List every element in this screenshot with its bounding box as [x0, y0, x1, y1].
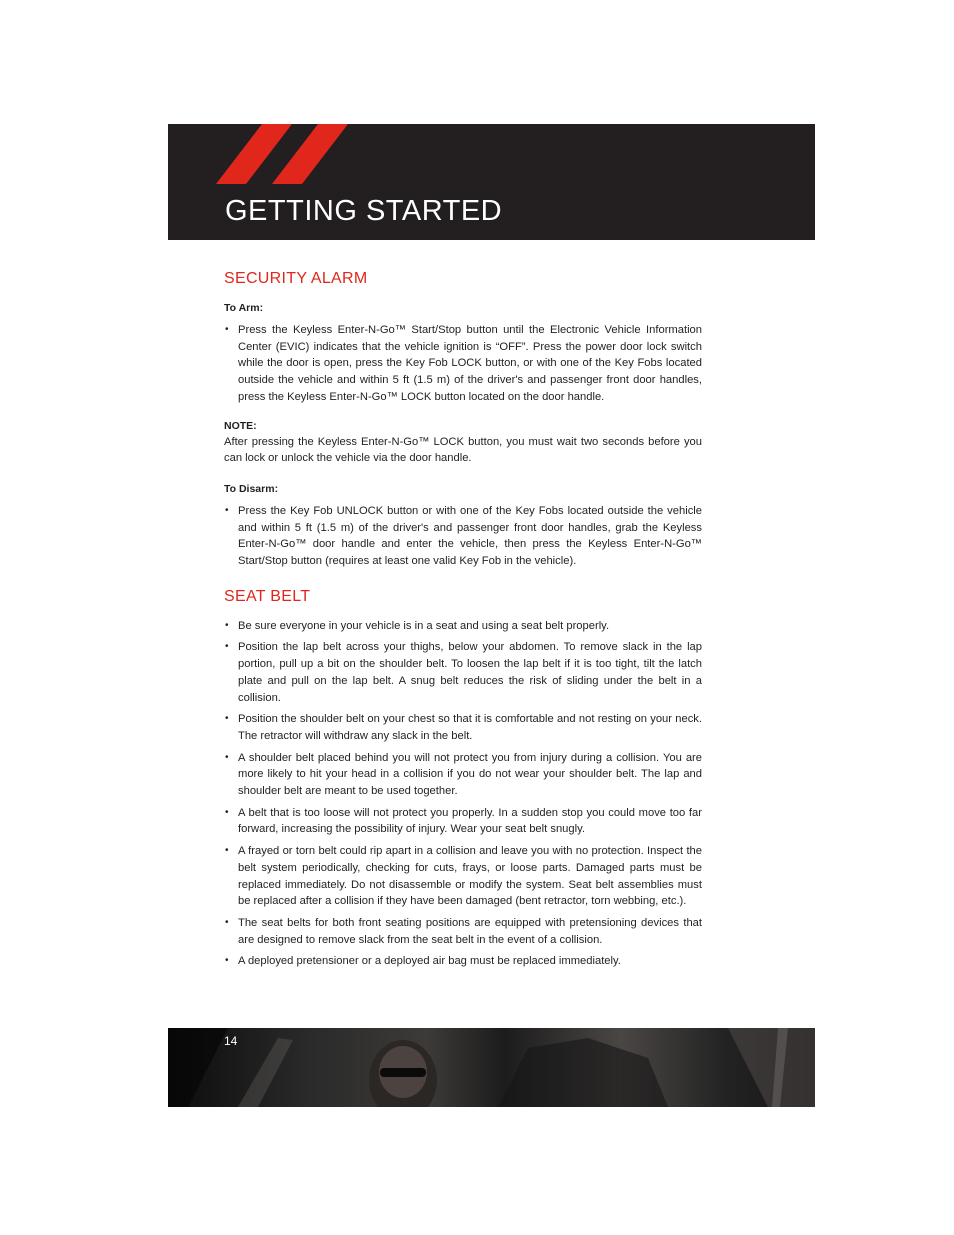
seat-belt-heading: SEAT BELT — [224, 587, 311, 605]
page-number: 14 — [224, 1034, 238, 1048]
list-item: • Press the Keyless Enter-N-Go™ Start/Stop button until the Electronic Vehicle Information Center (EVIC) indicates that the vehicle ignition is “OFF”. Press the power door lock switch while the door is open, press the Key Fob LOCK button, or with one of the Key Fobs located outside the vehicle and within 5 ft (1.5 m) of the driver's and passenger front door handles, press the Keyless Enter-N-Go™ LOCK button located on the door handle. — [224, 322, 702, 406]
note-label: NOTE: — [224, 419, 257, 432]
list-item: • A deployed pretensioner or a deployed air bag must be replaced immediately. — [224, 953, 702, 970]
security-alarm-section — [224, 268, 702, 570]
page-footer — [168, 1028, 815, 1107]
list-item: • Position the shoulder belt on your chest so that it is comfortable and not resting on your neck. The retractor will withdraw any slack in the belt. — [224, 711, 702, 744]
brand-stripes-logo — [168, 124, 428, 186]
list-item: • Be sure everyone in your vehicle is in a seat and using a seat belt properly. — [224, 618, 702, 635]
to-arm-list — [224, 322, 702, 406]
note-text: After pressing the Keyless Enter-N-Go™ LOCK button, you must wait two seconds before you can lock or unlock the vehicle via the door handle. — [224, 435, 702, 465]
list-item: • The seat belts for both front seating positions are equipped with pretensioning devices that are designed to remove slack from the seat belt in the event of a collision. — [224, 915, 702, 948]
page-content — [224, 268, 702, 978]
to-disarm-label: To Disarm: — [224, 482, 279, 495]
page-header — [168, 124, 815, 240]
to-disarm-list — [224, 503, 702, 570]
page-title: GETTING STARTED — [225, 195, 503, 227]
security-alarm-heading: SECURITY ALARM — [224, 270, 368, 287]
list-item: • Press the Key Fob UNLOCK button or with one of the Key Fobs located outside the vehicle and within 5 ft (1.5 m) of the driver's and passenger front door handles, grab the Keyless Enter-N-Go™ door handle and enter the vehicle, then press the Keyless Enter-N-Go™ Start/Stop button (requires at least one valid Key Fob in the vehicle). — [224, 503, 702, 570]
list-item: • A belt that is too loose will not protect you properly. In a sudden stop you could move too far forward, increasing the possibility of injury. Wear your seat belt snugly. — [224, 805, 702, 838]
driver-photo — [168, 1028, 815, 1107]
seat-belt-list — [224, 618, 702, 970]
seat-belt-section — [224, 586, 702, 970]
list-item: • Position the lap belt across your thighs, below your abdomen. To remove slack in the lap portion, pull up a bit on the shoulder belt. To loosen the lap belt if it is too tight, tilt the latch plate and pull on the lap belt. A snug belt reduces the risk of sliding under the belt in a collision. — [224, 639, 702, 706]
list-item: • A frayed or torn belt could rip apart in a collision and leave you with no protection. Inspect the belt system periodically, checking for cuts, frays, or loose parts. Damaged parts must be replaced immediately. Do not disassemble or modify the system. Seat belt assemblies must be replaced after a collision if they have been damaged (bent retractor, torn webbing, etc.). — [224, 843, 702, 910]
to-arm-label: To Arm: — [224, 302, 264, 314]
list-item: • A shoulder belt placed behind you will not protect you from injury during a collision. You are more likely to hit your head in a collision if you do not wear your shoulder belt. The lap and shoulder belt are meant to be used together. — [224, 750, 702, 800]
